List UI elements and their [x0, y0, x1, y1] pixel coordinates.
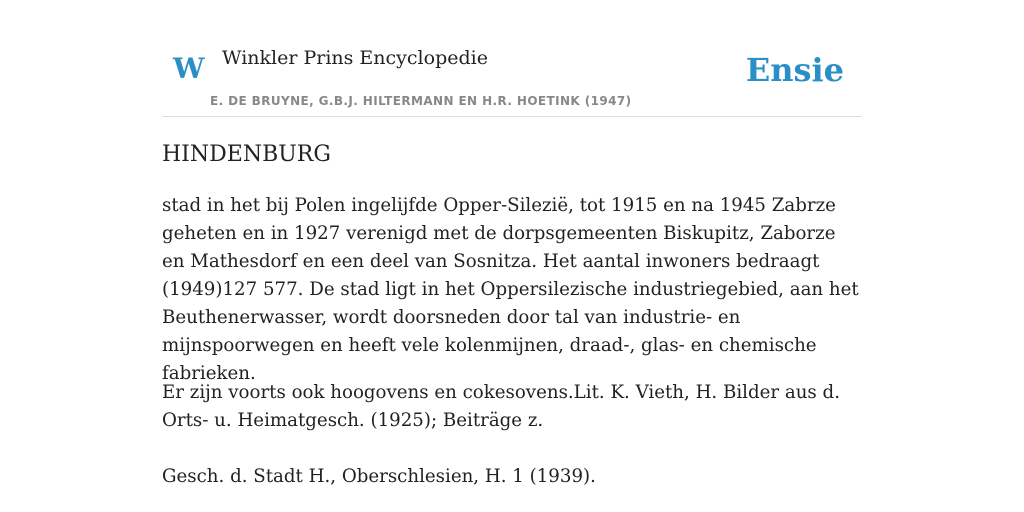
ensie-logo[interactable]: Ensie: [745, 51, 844, 89]
header: [162, 0, 862, 117]
publication-authors: E. DE BRUYNE, G.B.J. HILTERMANN EN H.R. HOETINK (1947): [210, 94, 632, 108]
entry-title: HINDENBURG: [162, 142, 331, 167]
publication-title[interactable]: Winkler Prins Encyclopedie: [222, 47, 488, 69]
article-paragraph: Gesch. d. Stadt H., Oberschlesien, H. 1 (1939).: [162, 466, 596, 487]
article-paragraph: Er zijn voorts ook hoogovens en cokesovens.Lit. K. Vieth, H. Bilder aus d. Orts- u. Heimatgesch. (1925); Beiträge z.: [162, 382, 840, 431]
winkler-prins-logo[interactable]: W: [173, 52, 205, 85]
article-paragraph: stad in het bij Polen ingelijfde Opper-Silezië, tot 1915 en na 1945 Zabrze geheten en in 1927 verenigd met de dorpsgemeenten Biskupitz, Zaborze en Mathesdorf en een deel van Sosnitza. Het aantal inwoners bedraagt (1949)127 577. De stad ligt in het Oppersilezische industriegebied, aan het Beuthenerwasser, wordt doorsneden door tal van industrie- en mijnspoorwegen en heeft vele kolenmijnen, draad-, glas- en chemische fabrieken.: [162, 195, 859, 384]
page-container: [162, 0, 862, 487]
